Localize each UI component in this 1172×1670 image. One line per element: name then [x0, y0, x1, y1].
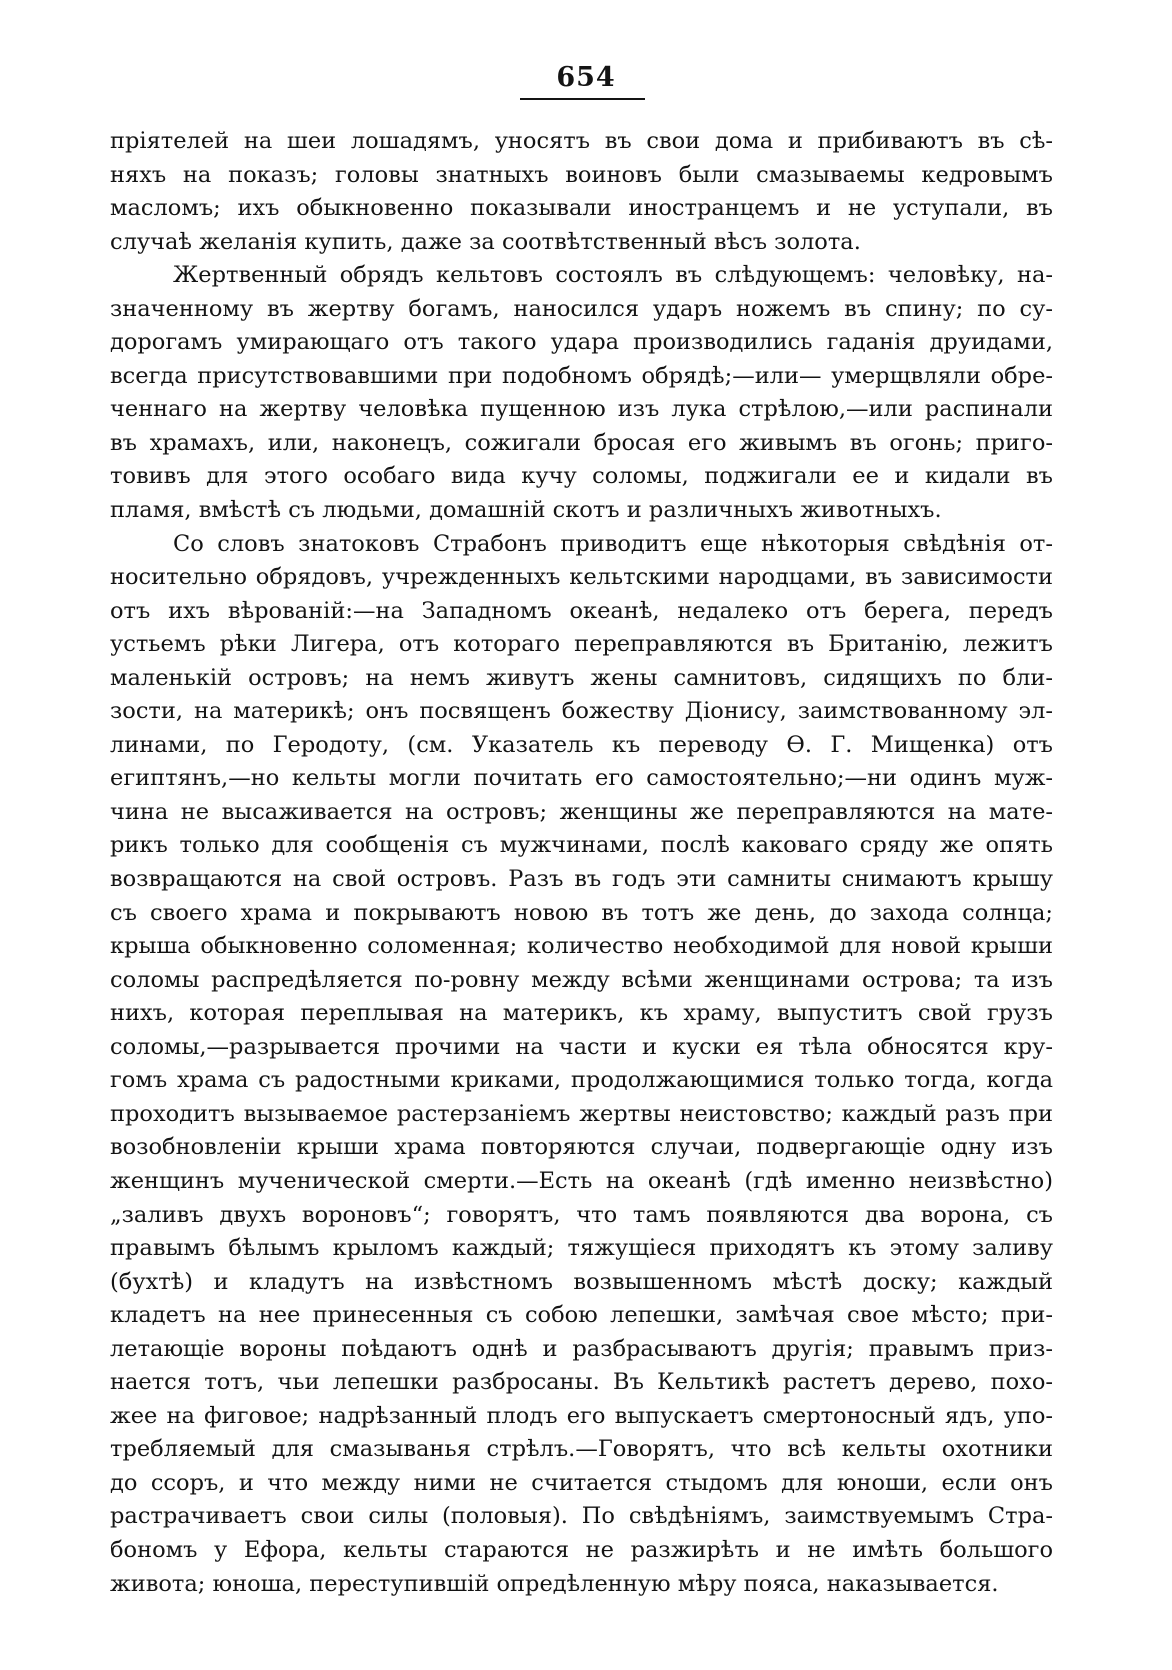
text-line: проходитъ вызываемое растерзаніемъ жертвы неистовство; каждый разъ при	[110, 1100, 1053, 1127]
text-line: живота; юноша, переступившій опредѣленную мѣру пояса, наказывается.	[110, 1570, 999, 1597]
text-line: устьемъ рѣки Лигера, отъ котораго переправляются въ Британію, лежитъ	[110, 631, 1053, 658]
text-line: гомъ храма съ радостными криками, продолжающимися только тогда, когда	[110, 1067, 1053, 1094]
text-line: Со словъ знатоковъ Страбонъ приводитъ еще нѣкоторыя свѣдѣнія от-	[173, 530, 1053, 557]
text-line: до ссоръ, и что между ними не считается стыдомъ для юноши, если онъ	[110, 1469, 1053, 1496]
page-number: 654	[556, 62, 616, 93]
text-line: пламя, вмѣстѣ съ людьми, домашній скотъ и различныхъ животныхъ.	[110, 497, 942, 524]
text-line: въ храмахъ, или, наконецъ, сожигали бросая его живымъ въ огонь; приго-	[110, 429, 1053, 456]
paragraph	[110, 259, 1053, 527]
text-line: растрачиваетъ свои силы (половыя). По свѣдѣніямъ, заимствуемымъ Стра-	[110, 1503, 1053, 1530]
text-line: женщинъ мученической смерти.—Есть на океанѣ (гдѣ именно неизвѣстно)	[110, 1167, 1053, 1194]
text-line: требляемый для смазыванья стрѣлъ.—Говорятъ, что всѣ кельты охотники	[110, 1436, 1053, 1463]
text-line: значенному въ жертву богамъ, наносился ударъ ножемъ въ спину; по су-	[110, 295, 1053, 322]
text-line: всегда присутствовавшими при подобномъ обрядѣ;—или— умерщвляли обре-	[110, 362, 1053, 389]
text-line: няхъ на показъ; головы знатныхъ воиновъ были смазываемы кедровымъ	[110, 161, 1053, 188]
text-line: правымъ бѣлымъ крыломъ каждый; тяжущіеся приходятъ къ этому заливу	[110, 1235, 1053, 1262]
text-line: масломъ; ихъ обыкновенно показывали иностранцемъ и не уступали, въ	[110, 195, 1053, 222]
text-line: товивъ для этого особаго вида кучу соломы, поджигали ее и кидали въ	[110, 463, 1053, 490]
paragraph	[110, 125, 1053, 259]
text-line: кладетъ на нее принесенныя съ собою лепешки, замѣчая свое мѣсто; при-	[110, 1302, 1053, 1329]
header-rule	[520, 98, 645, 100]
body-text	[110, 125, 1053, 1601]
text-line: возвращаются на свой островъ. Разъ въ годъ эти самниты снимаютъ крышу	[110, 866, 1053, 893]
text-line: нается тотъ, чьи лепешки разбросаны. Въ Кельтикѣ растетъ дерево, похо-	[110, 1369, 1053, 1396]
text-line: крыша обыкновенно соломенная; количество необходимой для новой крыши	[110, 933, 1053, 960]
text-line: чина не высаживается на островъ; женщины же переправляются на мате-	[110, 798, 1053, 825]
text-line: жее на фиговое; надрѣзанный плодъ его выпускаетъ смертоносный ядъ, упо-	[110, 1402, 1053, 1429]
text-line: ченнаго на жертву человѣка пущенною изъ лука стрѣлою,—или распинали	[110, 396, 1053, 423]
text-line: египтянъ,—но кельты могли почитать его самостоятельно;—ни одинъ муж-	[110, 765, 1053, 792]
text-line: (бухтѣ) и кладутъ на извѣстномъ возвышенномъ мѣстѣ доску; каждый	[110, 1268, 1053, 1295]
text-line: бономъ у Ефора, кельты стараются не разжирѣть и не имѣть большого	[110, 1536, 1053, 1563]
text-line: съ своего храма и покрываютъ новою въ тотъ же день, до захода солнца;	[110, 899, 1053, 926]
text-line: зости, на материкѣ; онъ посвященъ божеству Діонису, заимствованному эл-	[110, 698, 1053, 725]
text-line: соломы,—разрывается прочими на части и куски ея тѣла обносятся кру-	[110, 1033, 1053, 1060]
text-line: нихъ, которая переплывая на материкъ, къ храму, выпуститъ свой грузъ	[110, 1000, 1053, 1027]
paragraph	[110, 528, 1053, 1602]
text-line: линами, по Геродоту, (см. Указатель къ переводу Ѳ. Г. Мищенка) отъ	[110, 731, 1053, 758]
text-line: возобновленіи крыши храма повторяются случаи, подвергающіе одну изъ	[110, 1134, 1053, 1161]
text-line: отъ ихъ вѣрованій:—на Западномъ океанѣ, недалеко отъ берега, передъ	[110, 597, 1053, 624]
text-line: маленькій островъ; на немъ живутъ жены самнитовъ, сидящихъ по бли-	[110, 664, 1053, 691]
text-line: рикъ только для сообщенія съ мужчинами, послѣ каковаго сряду же опять	[110, 832, 1053, 859]
text-line: соломы распредѣляется по-ровну между всѣми женщинами острова; та изъ	[110, 966, 1053, 993]
text-line: носительно обрядовъ, учрежденныхъ кельтскими народцами, въ зависимости	[110, 564, 1053, 591]
text-line: летающіе вороны поѣдаютъ однѣ и разбрасываютъ другія; правымъ приз-	[110, 1335, 1053, 1362]
text-line: „заливъ двухъ вороновъ“; говорятъ, что тамъ появляются два ворона, съ	[110, 1201, 1053, 1228]
text-line: случаѣ желанія купить, даже за соотвѣтственный вѣсъ золота.	[110, 228, 861, 255]
text-line: Жертвенный обрядъ кельтовъ состоялъ въ слѣдующемъ: человѣку, на-	[173, 262, 1053, 289]
text-line: пріятелей на шеи лошадямъ, уносятъ въ свои дома и прибиваютъ въ сѣ-	[110, 128, 1053, 154]
text-line: дорогамъ умирающаго отъ такого удара производились гаданія друидами,	[110, 329, 1053, 356]
